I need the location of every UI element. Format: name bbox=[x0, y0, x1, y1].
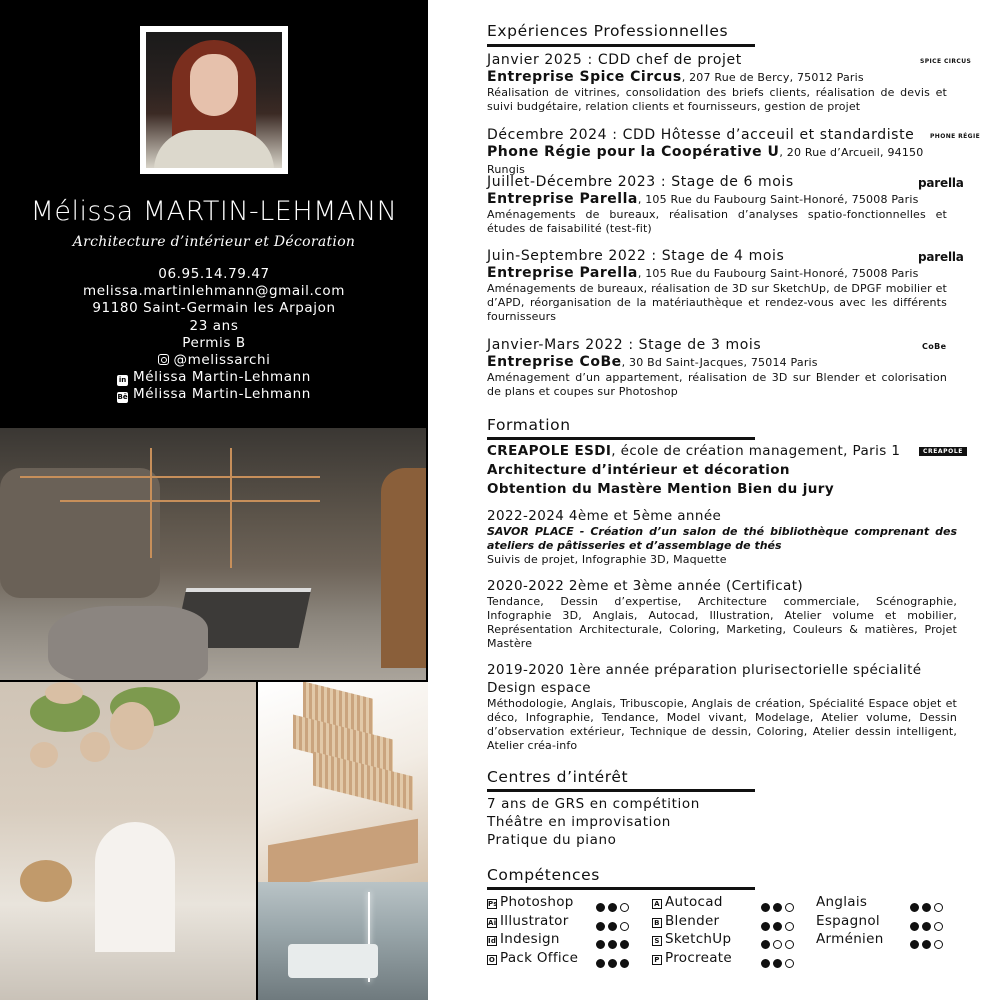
skill-level bbox=[596, 953, 632, 963]
skill-level bbox=[910, 916, 946, 926]
skill-level bbox=[761, 916, 797, 926]
job-company: Entreprise Parella bbox=[487, 265, 638, 281]
skill-name: Anglais bbox=[816, 894, 868, 910]
skills-underline bbox=[487, 887, 755, 890]
job-2 bbox=[487, 127, 947, 178]
level-dot-filled bbox=[620, 940, 629, 949]
degree-mention: Obtention du Mastère Mention Bien du jury bbox=[487, 481, 835, 497]
job-company: Entreprise CoBe bbox=[487, 354, 622, 370]
architecture-model-render bbox=[258, 682, 428, 882]
level-dot-empty bbox=[620, 903, 629, 912]
skill-name: Indesign bbox=[500, 931, 560, 947]
job-address: , 105 Rue du Faubourg Saint-Honoré, 75008 Paris bbox=[637, 193, 919, 206]
autocad-icon: A bbox=[652, 899, 662, 909]
level-dot-filled bbox=[608, 922, 617, 931]
skills-title: Compétences bbox=[487, 866, 600, 884]
skill-level bbox=[761, 897, 797, 907]
interest-item: 7 ans de GRS en compétition bbox=[487, 796, 700, 812]
job-address: , 105 Rue du Faubourg Saint-Honoré, 75008 Paris bbox=[637, 267, 919, 280]
phone-regie-logo: PHONE RÉGIE bbox=[930, 133, 981, 140]
pack-office-icon: O bbox=[488, 955, 496, 964]
job-title: Juillet-Décembre 2023 : Stage de 6 mois bbox=[487, 174, 794, 190]
level-dot-filled bbox=[922, 903, 931, 912]
profile-name: Mélissa MARTIN-LEHMANN bbox=[30, 196, 398, 227]
cobe-logo: CoBe bbox=[922, 342, 947, 351]
school-description: , école de création management, Paris 1 bbox=[611, 443, 901, 459]
skill-illustrator bbox=[487, 912, 569, 931]
job-title: Janvier-Mars 2022 : Stage de 3 mois bbox=[487, 337, 762, 353]
skill-pack-office bbox=[487, 949, 578, 968]
blender-icon: B bbox=[652, 918, 662, 928]
parella-logo: parella bbox=[918, 250, 964, 264]
level-dot-empty bbox=[773, 940, 782, 949]
interest-item: Théâtre en improvisation bbox=[487, 814, 671, 830]
level-dot-filled bbox=[910, 903, 919, 912]
skill-level bbox=[596, 897, 632, 907]
school-line bbox=[487, 442, 957, 461]
skill-level bbox=[596, 934, 632, 944]
illustrator-icon: Ai bbox=[488, 918, 497, 927]
skill-name: SketchUp bbox=[665, 931, 732, 947]
parella-logo: parella bbox=[918, 176, 964, 190]
experience-underline bbox=[487, 44, 755, 47]
degree-name: Architecture d’intérieur et décoration bbox=[487, 462, 790, 478]
skill-name: Blender bbox=[665, 912, 720, 929]
skill-name: Arménien bbox=[816, 931, 884, 947]
skill-name: Autocad bbox=[665, 894, 723, 910]
bedroom-render bbox=[258, 882, 428, 1000]
job-company: Entreprise Parella bbox=[487, 191, 638, 207]
year-2019-2020-speciality: Design espace bbox=[487, 680, 592, 696]
level-dot-filled bbox=[910, 922, 919, 931]
job-description: Réalisation de vitrines, consolidation des briefs clients, réalisation de devis et suivi budgétaire, relation clients et fournisseurs, gestion de projet bbox=[487, 86, 947, 113]
skill-level bbox=[910, 934, 946, 944]
job-company: Phone Régie pour la Coopérative U bbox=[487, 144, 780, 160]
level-dot-filled bbox=[910, 940, 919, 949]
creapole-logo: CREAPOLE bbox=[919, 447, 967, 456]
level-dot-filled bbox=[608, 959, 617, 968]
savor-place-project: SAVOR PLACE - Création d’un salon de thé bibliothèque comprenant des ateliers de pâtisseries et d’assemblage de thés bbox=[487, 525, 957, 552]
level-dot-filled bbox=[922, 940, 931, 949]
level-dot-empty bbox=[620, 922, 629, 931]
interests-underline bbox=[487, 789, 755, 792]
level-dot-filled bbox=[608, 940, 617, 949]
job-5 bbox=[487, 337, 947, 399]
level-dot-filled bbox=[608, 903, 617, 912]
level-dot-filled bbox=[761, 903, 770, 912]
home-address: 91180 Saint-Germain les Arpajon bbox=[92, 300, 336, 317]
indesign-icon: Id bbox=[488, 937, 497, 945]
driving-license: Permis B bbox=[182, 334, 246, 351]
instagram-icon bbox=[158, 354, 169, 365]
formation-title: Formation bbox=[487, 416, 571, 434]
profile-photo bbox=[146, 32, 282, 168]
tea-salon-render bbox=[0, 428, 426, 680]
skill-level bbox=[910, 897, 946, 907]
level-dot-filled bbox=[596, 959, 605, 968]
job-1 bbox=[487, 52, 947, 114]
skill-level bbox=[596, 916, 632, 926]
email-address[interactable]: melissa.martinlehmann@gmail.com bbox=[82, 283, 346, 300]
skill-photoshop bbox=[487, 893, 574, 912]
level-dot-empty bbox=[934, 922, 943, 931]
level-dot-filled bbox=[596, 922, 605, 931]
skill-name: Espagnol bbox=[816, 912, 880, 929]
job-company: Entreprise Spice Circus bbox=[487, 69, 682, 85]
level-dot-filled bbox=[761, 959, 770, 968]
skill-name: Procreate bbox=[665, 949, 732, 966]
formation-underline bbox=[487, 437, 755, 440]
job-title: Janvier 2025 : CDD chef de projet bbox=[487, 52, 742, 68]
job-description: Aménagements de bureaux, réalisation d’analyses spatio-fonctionnelles et études de faisabilité (test-fit) bbox=[487, 208, 947, 235]
level-dot-empty bbox=[785, 903, 794, 912]
skill-level bbox=[761, 934, 797, 944]
level-dot-filled bbox=[922, 922, 931, 931]
year-2019-2020-details: Méthodologie, Anglais, Tribuscopie, Anglais de création, Spécialité Espace objet et déco, Infographie, Tendance, Model vivant, Modelage, Atelier volume, Dessin d’observation extérieur, Technique de dessin, Coloring, Atelier dessin intelligent, Atelier créa-info bbox=[487, 697, 957, 752]
skill-procreate bbox=[652, 949, 732, 968]
skill-espagnol bbox=[816, 912, 880, 931]
level-dot-filled bbox=[620, 959, 629, 968]
skill-autocad bbox=[652, 893, 723, 912]
job-address: , 30 Bd Saint-Jacques, 75014 Paris bbox=[621, 356, 818, 369]
level-dot-filled bbox=[761, 940, 770, 949]
skill-name: Illustrator bbox=[500, 912, 569, 929]
level-dot-filled bbox=[596, 903, 605, 912]
instagram-handle: @melissarchi bbox=[173, 352, 271, 369]
level-dot-filled bbox=[773, 922, 782, 931]
linkedin-icon: in bbox=[118, 376, 127, 385]
instagram-link[interactable] bbox=[0, 352, 428, 369]
procreate-icon: P bbox=[652, 955, 662, 965]
skill-sketchup bbox=[652, 930, 731, 949]
spice-circus-logo: SPICE CIRCUS bbox=[920, 58, 972, 65]
skill-indesign bbox=[487, 930, 560, 949]
job-title: Décembre 2024 : CDD Hôtesse d’acceuil et standardiste bbox=[487, 127, 915, 143]
job-description: Aménagements de bureaux, réalisation de 3D sur SketchUp, de DPGF mobilier et d’APD, réorganisation de la matériauthèque et rendez-vous avec les différents fournisseurs bbox=[487, 282, 947, 323]
job-4 bbox=[487, 248, 947, 324]
job-address: , 20 Rue d’Arcueil, 94150 Rungis bbox=[487, 146, 924, 176]
behance-icon: Bē bbox=[117, 393, 128, 402]
skill-name: Photoshop bbox=[500, 894, 574, 910]
experience-title: Expériences Professionnelles bbox=[487, 22, 729, 40]
job-title: Juin-Septembre 2022 : Stage de 4 mois bbox=[487, 248, 785, 264]
job-address: , 207 Rue de Bercy, 75012 Paris bbox=[681, 71, 864, 84]
sketchup-icon: S bbox=[652, 936, 662, 946]
skill-arménien bbox=[816, 930, 884, 949]
level-dot-empty bbox=[785, 959, 794, 968]
profile-photo-frame bbox=[140, 26, 288, 174]
interests-title: Centres d’intérêt bbox=[487, 768, 629, 786]
skill-level bbox=[761, 953, 797, 963]
age: 23 ans bbox=[189, 317, 239, 334]
year-2019-2020: 2019-2020 1ère année préparation plurisectorielle spécialité bbox=[487, 662, 922, 678]
profile-subtitle: Architecture d’intérieur et Décoration bbox=[72, 234, 356, 250]
contact-block bbox=[0, 266, 428, 404]
job-3 bbox=[487, 174, 947, 236]
behance-name: Mélissa Martin-Lehmann bbox=[133, 386, 311, 403]
photoshop-icon: Ps bbox=[488, 900, 498, 908]
level-dot-empty bbox=[785, 922, 794, 931]
linkedin-link[interactable] bbox=[0, 369, 428, 386]
year-2022-2024-details: Suivis de projet, Infographie 3D, Maquette bbox=[487, 553, 727, 566]
level-dot-filled bbox=[761, 922, 770, 931]
shop-interior-render bbox=[0, 682, 256, 1000]
job-description: Aménagement d’un appartement, réalisation de 3D sur Blender et colorisation de plans et coupes sur Photoshop bbox=[487, 371, 947, 398]
linkedin-name: Mélissa Martin-Lehmann bbox=[133, 369, 311, 386]
interest-item: Pratique du piano bbox=[487, 832, 617, 848]
year-2020-2022-details: Tendance, Dessin d’expertise, Architecture commerciale, Scénographie, Infographie 3D, Anglais, Autocad, Illustration, Atelier volume et mobilier, Représentation Architecturale, Coloring, Marketing, Couleurs & matières, Projet Mastère bbox=[487, 595, 957, 650]
skill-name: Pack Office bbox=[500, 949, 579, 966]
level-dot-filled bbox=[773, 903, 782, 912]
phone-number[interactable]: 06.95.14.79.47 bbox=[158, 266, 270, 282]
level-dot-empty bbox=[934, 903, 943, 912]
level-dot-empty bbox=[785, 940, 794, 949]
school-name: CREAPOLE ESDI bbox=[487, 443, 612, 459]
skill-blender bbox=[652, 912, 719, 931]
level-dot-empty bbox=[934, 940, 943, 949]
behance-link[interactable] bbox=[0, 386, 428, 403]
level-dot-filled bbox=[596, 940, 605, 949]
year-2020-2022: 2020-2022 2ème et 3ème année (Certificat) bbox=[487, 578, 804, 594]
level-dot-filled bbox=[773, 959, 782, 968]
year-2022-2024: 2022-2024 4ème et 5ème année bbox=[487, 508, 722, 524]
skill-anglais bbox=[816, 893, 867, 912]
